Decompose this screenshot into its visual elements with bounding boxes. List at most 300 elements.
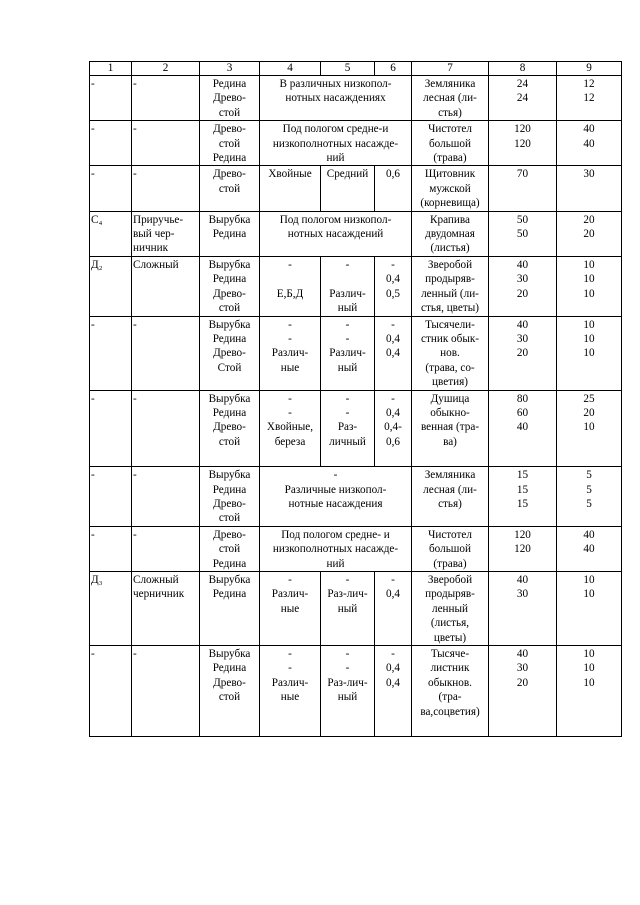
harvest-value-line: 10 (583, 332, 595, 345)
forest-type-code (90, 467, 132, 527)
stand-density (375, 256, 412, 316)
stand-conditions-line: Различные низкопол- (284, 483, 387, 496)
stand-category (200, 467, 260, 527)
table-row (90, 572, 622, 646)
plant-species-line: лесная (ли- (423, 92, 477, 105)
spacer-cell (260, 449, 321, 467)
spacer-cell (375, 449, 412, 467)
yield-value-line: 15 (516, 497, 529, 510)
plant-species-line: (корневища) (420, 197, 480, 210)
spacer-cell (200, 449, 260, 467)
column-header: 7 (412, 62, 489, 76)
plant-species-line: двудомная (425, 228, 475, 241)
stand-density-line: 0,4 (386, 662, 400, 675)
forest-type-name-line: - (133, 318, 137, 331)
forest-type-name-line: черничник (133, 588, 185, 601)
plant-species-line: (листья, (430, 617, 470, 630)
forest-type-code (90, 121, 132, 166)
stand-age (321, 646, 375, 720)
stand-age-line: - (345, 406, 350, 419)
plant-species-line: стья, цветы) (421, 302, 479, 315)
plant-resource-table (89, 61, 622, 737)
stand-category-line: Вырубка (208, 213, 251, 226)
table-row (90, 256, 622, 316)
forest-type-code (90, 211, 132, 256)
plant-species-line: Тысяче- (430, 648, 470, 661)
spacer-cell (132, 449, 200, 467)
stand-age-line: - (345, 574, 350, 586)
tree-species-line: Различ- (271, 347, 309, 360)
stand-density (375, 390, 412, 449)
yield-value-line: 40 (516, 648, 529, 661)
plant-species-line: Чистотел (428, 123, 472, 136)
yield-value-line: 30 (516, 273, 529, 286)
forest-type-name (132, 256, 200, 316)
stand-density-line: - (391, 392, 395, 405)
yield-value-line: 20 (516, 676, 529, 689)
plant-species-line: мужской (429, 182, 471, 195)
plant-species-line: ленный (ли- (421, 287, 479, 300)
table-row (90, 76, 622, 121)
harvest-value (557, 572, 622, 646)
stand-category-line: Вырубка (208, 469, 251, 482)
stand-density-line: 0,4- (384, 421, 402, 434)
harvest-value-line: 10 (583, 588, 595, 601)
forest-type-name-line: - (133, 648, 137, 661)
column-header: 9 (557, 62, 622, 76)
stand-age-line: Средний (326, 168, 369, 181)
tree-species-line: Различ- (271, 676, 309, 689)
forest-type-name-line: - (133, 78, 137, 90)
plant-species-line: Щитовник (424, 168, 476, 181)
forest-type-code-line: - (91, 78, 95, 90)
stand-category-line: Древо- (213, 676, 246, 689)
tree-species-line: ные (280, 602, 300, 615)
forest-type-name-line: ничник (133, 242, 169, 255)
yield-value-line: 40 (516, 318, 529, 331)
spacer-cell (412, 449, 489, 467)
stand-category-line: Редина (212, 273, 247, 286)
plant-species-line: Зверобой (427, 574, 473, 586)
plant-species-line: ленный (431, 602, 469, 615)
table-row (90, 646, 622, 720)
harvest-value-line: 5 (586, 483, 592, 496)
plant-species (412, 121, 489, 166)
spacer-cell (200, 719, 260, 737)
yield-value-line: 40 (516, 421, 529, 434)
stand-category (200, 316, 260, 390)
stand-age-line: ный (337, 602, 358, 615)
column-header: 6 (375, 62, 412, 76)
stand-age-line: Раз-лич- (327, 588, 368, 601)
column-header: 1 (90, 62, 132, 76)
stand-age (321, 166, 375, 211)
harvest-value (557, 211, 622, 256)
plant-species-line: Зверобой (427, 258, 473, 271)
yield-value-line: 40 (516, 258, 529, 271)
harvest-value (557, 526, 622, 571)
stand-age-line: Различ- (329, 287, 366, 300)
stand-density-line: - (391, 318, 395, 331)
yield-value-line: 80 (516, 392, 529, 405)
harvest-value-line: 30 (583, 168, 595, 181)
stand-age-line: ный (337, 691, 358, 704)
spacer-cell (412, 719, 489, 737)
yield-value-line: 120 (514, 543, 531, 556)
forest-type-name (132, 467, 200, 527)
yield-value (489, 646, 557, 720)
table-row (90, 316, 622, 390)
stand-category-line: стой (218, 691, 241, 704)
spacer-cell (321, 449, 375, 467)
stand-category-line: Древо- (213, 421, 246, 434)
forest-type-code-line: - (91, 168, 95, 181)
tree-species-line: - (288, 574, 292, 586)
spacer-cell (557, 449, 622, 467)
yield-value (489, 166, 557, 211)
harvest-value-line: 25 (583, 392, 595, 405)
stand-age-line (322, 272, 373, 286)
tree-species (260, 166, 321, 211)
tree-species-line: - (288, 258, 292, 271)
plant-species-line: лесная (ли- (423, 483, 477, 496)
harvest-value-line: 10 (583, 347, 595, 360)
stand-age-line: Раз-лич- (327, 676, 368, 689)
forest-type-code (90, 526, 132, 571)
stand-category-line: стой (218, 137, 241, 150)
plant-species-line: Чистотел (428, 528, 472, 541)
harvest-value-line: 10 (583, 648, 595, 661)
stand-category (200, 211, 260, 256)
yield-value (489, 211, 557, 256)
yield-value-line: 70 (516, 168, 529, 181)
plant-species (412, 390, 489, 449)
stand-age-line: - (345, 258, 350, 271)
forest-type-code (90, 166, 132, 211)
tree-species-line: Различ- (271, 588, 309, 601)
harvest-value (557, 467, 622, 527)
harvest-value-line: 5 (586, 469, 592, 482)
forest-type-code (90, 646, 132, 720)
stand-category-line: Редина (212, 78, 247, 90)
stand-category (200, 646, 260, 720)
forest-type-code-line: - (91, 469, 95, 482)
plant-species-line: нов. (440, 347, 460, 360)
forest-type-code (90, 316, 132, 390)
stand-category-line: Редина (212, 483, 247, 496)
harvest-value-line: 10 (583, 258, 595, 271)
harvest-value-line: 20 (583, 228, 595, 241)
stand-category (200, 256, 260, 316)
tree-species-line: Хвойные, (266, 421, 314, 434)
harvest-value-line: 40 (583, 123, 595, 136)
forest-type-name-line: - (133, 392, 137, 405)
stand-age-line: - (345, 392, 350, 405)
plant-species (412, 572, 489, 646)
tree-species-line: Е,Б,Д (276, 287, 304, 300)
stand-age-line: - (345, 332, 350, 345)
tree-species (260, 390, 321, 449)
stand-conditions-line: нотных насаждениях (285, 92, 386, 105)
forest-type-name-line: Приручье- (133, 213, 184, 226)
stand-category (200, 572, 260, 646)
stand-category-line: Древо- (213, 123, 246, 136)
forest-type-name (132, 526, 200, 571)
harvest-value (557, 76, 622, 121)
plant-species-line: Тысячели- (425, 318, 475, 331)
stand-category (200, 526, 260, 571)
stand-density (375, 316, 412, 390)
harvest-value (557, 121, 622, 166)
plant-species-line: Душица (430, 392, 470, 405)
harvest-value-line: 12 (583, 92, 595, 105)
plant-species-line: ва) (443, 435, 457, 448)
plant-species (412, 646, 489, 720)
stand-category (200, 390, 260, 449)
tree-species-line: - (288, 648, 292, 661)
tree-species (260, 316, 321, 390)
yield-value-line: 30 (516, 662, 529, 675)
column-header: 5 (321, 62, 375, 76)
stand-conditions-line: ний (326, 152, 345, 165)
stand-conditions-line: низкополнотных насажде- (272, 543, 399, 556)
spacer-cell (132, 719, 200, 737)
yield-value-line: 50 (516, 213, 529, 226)
yield-value (489, 467, 557, 527)
tree-species-line: - (288, 332, 292, 345)
tree-species-line: - (288, 392, 292, 405)
stand-age-line: личный (329, 435, 366, 448)
stand-conditions-line: нотных насаждений (287, 228, 384, 241)
harvest-value-line: 10 (583, 574, 595, 586)
stand-age-line: Различ- (329, 347, 366, 360)
forest-type-name-line: - (133, 123, 137, 136)
forest-type-code-line: С₄ (91, 213, 103, 226)
harvest-value-line: 40 (583, 528, 595, 541)
plant-species-line: стник обык- (420, 332, 480, 345)
yield-value (489, 572, 557, 646)
stand-density-line: 0,6 (386, 168, 400, 181)
stand-category-line: стой (218, 512, 241, 525)
plant-species (412, 467, 489, 527)
table-body (90, 62, 622, 737)
stand-category-line: Вырубка (208, 258, 251, 271)
harvest-value-line: 20 (583, 406, 595, 419)
stand-conditions-line: Под пологом низкопол- (279, 213, 392, 226)
forest-type-name (132, 211, 200, 256)
plant-species-line: (трава) (433, 152, 467, 165)
harvest-value-line: 40 (583, 543, 595, 556)
tree-species-line: - (288, 318, 292, 331)
stand-density-line: 0,4 (386, 347, 400, 360)
stand-category-line: стой (218, 543, 241, 556)
column-header: 2 (132, 62, 200, 76)
stand-density-line: 0,4 (386, 406, 400, 419)
tree-species (260, 256, 321, 316)
forest-type-name-line: Сложный (133, 574, 179, 586)
stand-category-line: стой (218, 106, 241, 119)
stand-category-line: Редина (212, 662, 247, 675)
stand-conditions (260, 211, 412, 256)
stand-conditions (260, 526, 412, 571)
forest-type-name (132, 76, 200, 121)
harvest-value (557, 390, 622, 449)
table-row (90, 390, 622, 449)
stand-density-line: 0,4 (386, 332, 400, 345)
forest-type-code-line: Д₂ (91, 258, 103, 271)
stand-density (375, 572, 412, 646)
forest-type-name-line: - (133, 469, 137, 482)
plant-species (412, 166, 489, 211)
stand-conditions (260, 121, 412, 166)
stand-category (200, 166, 260, 211)
plant-species-line: Крапива (430, 213, 470, 226)
stand-conditions-line: нотные насаждения (288, 497, 383, 510)
table-row (90, 526, 622, 571)
yield-value-line: 15 (516, 483, 529, 496)
spacer-cell (375, 719, 412, 737)
forest-type-code (90, 256, 132, 316)
table-row (90, 467, 622, 527)
stand-age-line: ный (337, 361, 358, 374)
plant-species-line: венная (тра- (420, 421, 480, 434)
yield-value-line: 30 (516, 588, 529, 601)
plant-species-line: (тра- (438, 691, 462, 704)
plant-species-line: листник (430, 662, 470, 675)
stand-category-line: Древо- (213, 92, 246, 105)
forest-type-code-line: - (91, 528, 95, 541)
harvest-value (557, 256, 622, 316)
plant-species-line: ва,соцветия) (420, 705, 480, 718)
plant-species (412, 256, 489, 316)
stand-category-line: Редина (212, 228, 247, 241)
stand-age-line: ный (337, 302, 358, 315)
stand-category-line: Редина (212, 557, 247, 570)
harvest-value-line: 5 (586, 497, 592, 510)
stand-density-line: 0,4 (386, 588, 400, 601)
tree-species-line: Хвойные (268, 168, 312, 181)
stand-density-line: 0,4 (386, 676, 400, 689)
spacer-cell (260, 719, 321, 737)
table-row-spacer (90, 719, 622, 737)
tree-species-line: - (288, 662, 292, 675)
plant-species-line: Земляника (424, 469, 476, 482)
stand-age-line: - (345, 648, 350, 661)
yield-value-line: 24 (516, 92, 529, 105)
table-row (90, 211, 622, 256)
stand-age (321, 390, 375, 449)
plant-species (412, 76, 489, 121)
plant-species-line: стья) (438, 106, 462, 119)
forest-type-name (132, 166, 200, 211)
forest-type-code-line: - (91, 392, 95, 405)
harvest-value-line: 40 (583, 137, 595, 150)
stand-density (375, 166, 412, 211)
harvest-value-line: 10 (583, 273, 595, 286)
yield-value (489, 256, 557, 316)
column-header: 4 (260, 62, 321, 76)
stand-age (321, 572, 375, 646)
stand-category (200, 76, 260, 121)
spacer-cell (321, 719, 375, 737)
yield-value (489, 121, 557, 166)
spacer-cell (557, 719, 622, 737)
yield-value-line: 120 (514, 137, 531, 150)
yield-value-line: 24 (516, 78, 529, 90)
header-row (90, 62, 622, 76)
forest-type-code-line: - (91, 318, 95, 331)
stand-category-line: Вырубка (208, 392, 251, 405)
table-row (90, 166, 622, 211)
harvest-value (557, 166, 622, 211)
stand-density-line: - (391, 648, 395, 661)
stand-conditions (260, 467, 412, 527)
stand-conditions (260, 76, 412, 121)
stand-category-line: Вырубка (208, 574, 251, 586)
table-row (90, 121, 622, 166)
harvest-value-line: 10 (583, 287, 595, 300)
stand-age-line: - (345, 662, 350, 675)
plant-species-line: цветия) (432, 376, 468, 389)
harvest-value-line: 12 (583, 78, 595, 90)
stand-category-line: стой (218, 302, 241, 315)
plant-species-line: большой (428, 137, 472, 150)
forest-type-name (132, 316, 200, 390)
stand-conditions-line: ний (326, 557, 345, 570)
yield-value-line: 120 (514, 123, 531, 136)
tree-species-line (261, 272, 319, 286)
plant-species-line: цветы) (433, 631, 467, 644)
stand-category (200, 121, 260, 166)
forest-type-code-line: - (91, 648, 95, 661)
tree-species-line: - (288, 406, 292, 419)
yield-value (489, 526, 557, 571)
yield-value-line: 40 (516, 574, 529, 586)
stand-category-line: стой (218, 435, 241, 448)
table-row-spacer (90, 449, 622, 467)
yield-value-line: 20 (516, 347, 529, 360)
stand-category-line: Древо- (213, 528, 246, 541)
spacer-cell (90, 449, 132, 467)
harvest-value-line: 20 (583, 213, 595, 226)
stand-category-line: Редина (212, 406, 247, 419)
plant-species-line: стья) (438, 497, 462, 510)
column-header: 8 (489, 62, 557, 76)
stand-age (321, 316, 375, 390)
yield-value-line: 15 (516, 469, 529, 482)
forest-type-name-line: - (133, 528, 137, 541)
forest-type-name (132, 646, 200, 720)
stand-age (321, 256, 375, 316)
forest-type-code (90, 572, 132, 646)
forest-type-code-line: Д₃ (91, 574, 103, 586)
plant-species (412, 526, 489, 571)
forest-type-name-line: Сложный (133, 258, 179, 271)
forest-type-code (90, 390, 132, 449)
yield-value (489, 76, 557, 121)
tree-species-line: ные (280, 361, 300, 374)
stand-density (375, 646, 412, 720)
harvest-value-line: 10 (583, 318, 595, 331)
forest-type-name-line: вый чер- (133, 228, 175, 241)
tree-species (260, 572, 321, 646)
harvest-value-line: 10 (583, 421, 595, 434)
plant-species-line: Земляника (424, 78, 476, 90)
stand-category-line: Древо- (213, 168, 246, 181)
plant-species-line: продыряв- (425, 588, 475, 601)
harvest-value (557, 646, 622, 720)
yield-value-line: 50 (516, 228, 529, 241)
